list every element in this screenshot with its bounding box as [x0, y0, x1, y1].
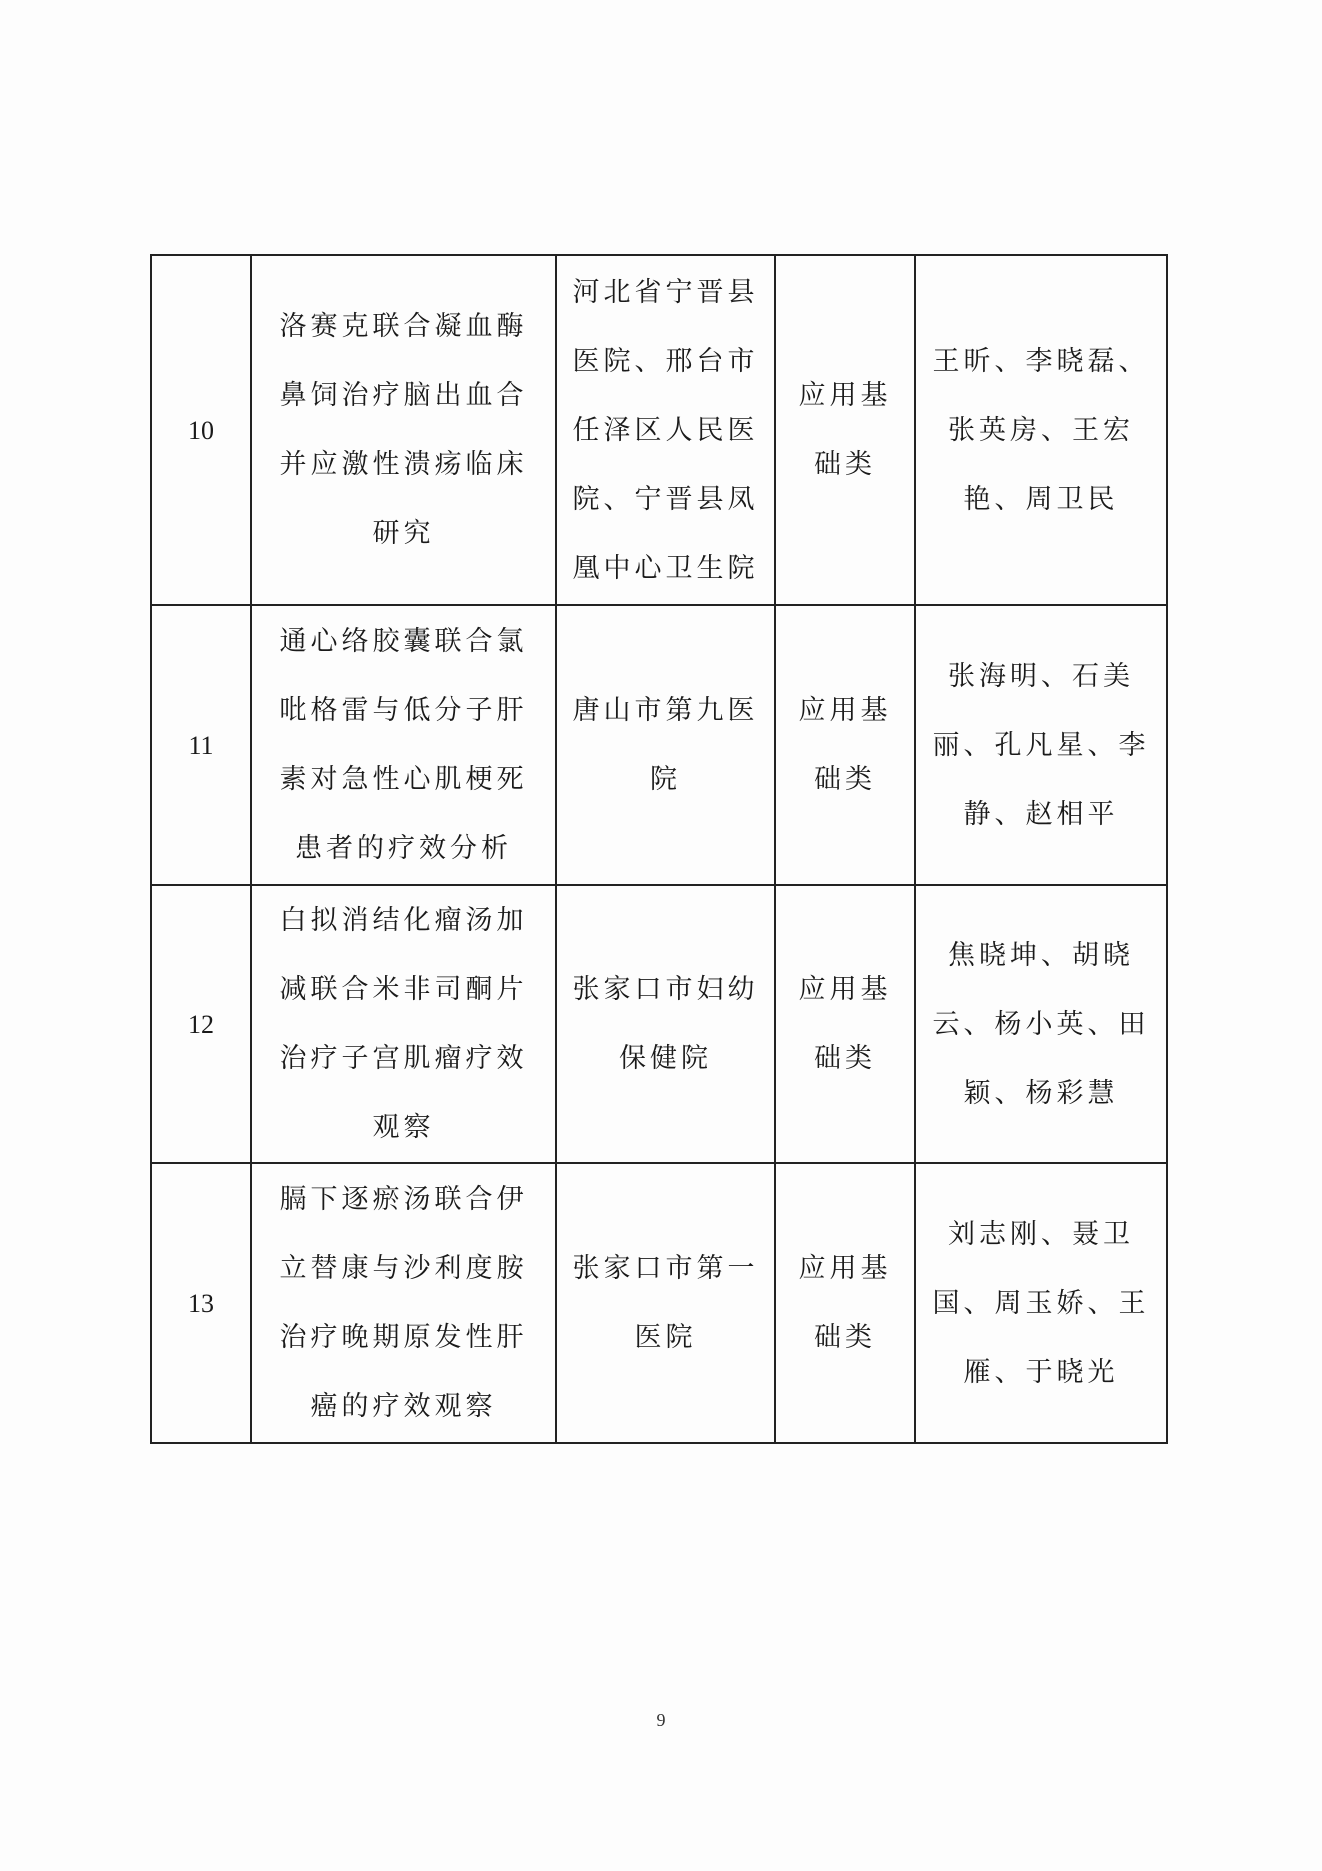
page-number: 9 — [656, 1710, 666, 1730]
project-category: 应用基础类 — [775, 885, 915, 1163]
project-unit: 河北省宁晋县医院、邢台市任泽区人民医院、宁晋县凤凰中心卫生院 — [556, 255, 775, 605]
project-unit: 张家口市妇幼保健院 — [556, 885, 775, 1163]
table-row — [151, 885, 1167, 1163]
project-people: 张海明、石美丽、孔凡星、李静、赵相平 — [915, 605, 1167, 885]
project-title: 白拟消结化瘤汤加减联合米非司酮片治疗子宫肌瘤疗效观察 — [251, 885, 556, 1163]
row-number: 11 — [151, 605, 251, 885]
row-number: 10 — [151, 255, 251, 605]
project-category: 应用基础类 — [775, 1163, 915, 1443]
project-people: 王昕、李晓磊、张英房、王宏艳、周卫民 — [915, 255, 1167, 605]
project-title: 洛赛克联合凝血酶鼻饲治疗脑出血合并应激性溃疡临床研究 — [251, 255, 556, 605]
project-people: 焦晓坤、胡晓云、杨小英、田颖、杨彩慧 — [915, 885, 1167, 1163]
project-title: 通心络胶囊联合氯吡格雷与低分子肝素对急性心肌梗死患者的疗效分析 — [251, 605, 556, 885]
project-people: 刘志刚、聂卫国、周玉娇、王雁、于晓光 — [915, 1163, 1167, 1443]
row-number: 13 — [151, 1163, 251, 1443]
table-row — [151, 1163, 1167, 1443]
awards-table — [150, 254, 1168, 1444]
project-category: 应用基础类 — [775, 255, 915, 605]
row-number: 12 — [151, 885, 251, 1163]
project-unit: 唐山市第九医院 — [556, 605, 775, 885]
project-title: 膈下逐瘀汤联合伊立替康与沙利度胺治疗晚期原发性肝癌的疗效观察 — [251, 1163, 556, 1443]
project-unit: 张家口市第一医院 — [556, 1163, 775, 1443]
table-row — [151, 605, 1167, 885]
table-row — [151, 255, 1167, 605]
project-category: 应用基础类 — [775, 605, 915, 885]
